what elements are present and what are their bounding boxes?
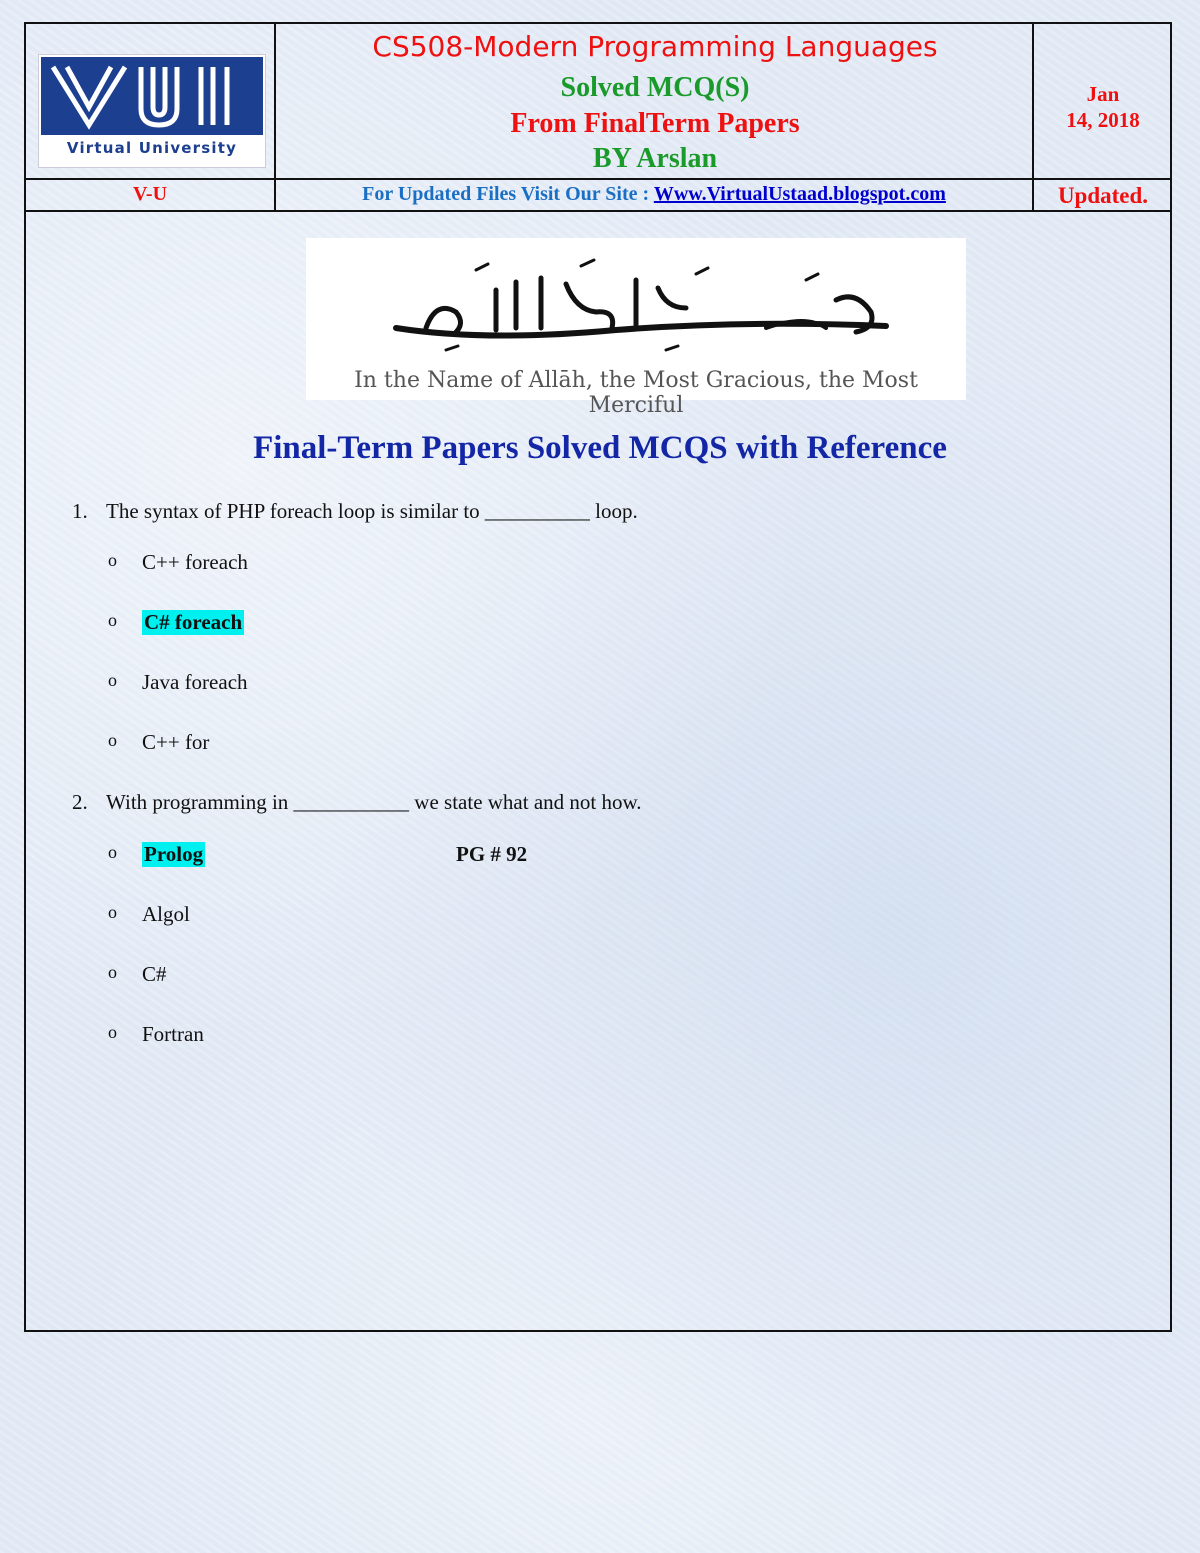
option-text: Java foreach <box>142 670 248 694</box>
question-number: 2. <box>72 790 88 814</box>
bullet-icon: o <box>108 610 117 630</box>
bullet-icon: o <box>108 1022 117 1042</box>
option-text-answer: C# foreach <box>144 610 243 634</box>
vu-cell <box>26 180 276 212</box>
bullet-icon: o <box>108 902 117 922</box>
main-heading: Final-Term Papers Solved MCQS with Reference <box>253 430 947 466</box>
vu-label: V-U <box>132 183 168 205</box>
bullet-icon: o <box>108 550 117 570</box>
course-title: CS508-Modern Programming Languages <box>372 30 938 63</box>
option-text-answer: Prolog <box>144 842 204 866</box>
title-cell <box>276 24 1034 180</box>
question-text: The syntax of PHP foreach loop is similar to __________ loop. <box>106 499 638 523</box>
subtitle: Solved MCQ(S) <box>560 72 750 103</box>
header-table <box>26 24 1172 212</box>
option-text: Algol <box>142 902 190 926</box>
updated-label: Updated. <box>1057 183 1149 208</box>
vu-logo <box>38 54 266 168</box>
date-month: Jan <box>1086 82 1120 106</box>
date-day-year: 14, 2018 <box>1066 108 1140 132</box>
page-reference: PG # 92 <box>456 842 528 866</box>
site-prefix: For Updated Files Visit Our Site : <box>362 183 650 205</box>
option-text: C++ foreach <box>142 550 248 574</box>
bullet-icon: o <box>108 962 117 982</box>
logo-cell <box>26 24 276 180</box>
bullet-icon: o <box>108 730 117 750</box>
bismillah-caption: In the Name of Allāh, the Most Gracious, the Most Merciful <box>354 368 918 418</box>
bullet-icon: o <box>108 842 117 862</box>
question-number: 1. <box>72 499 88 523</box>
bullet-icon: o <box>108 670 117 690</box>
source-line: From FinalTerm Papers <box>510 108 800 139</box>
site-link[interactable]: Www.VirtualUstaad.blogspot.com <box>653 183 946 205</box>
site-line <box>276 183 1032 206</box>
author-line: BY Arslan <box>592 143 718 174</box>
updated-cell <box>1034 180 1172 212</box>
option-text: C# <box>142 962 167 986</box>
bismillah-calligraphy <box>366 250 906 360</box>
logo-text: Virtual University <box>66 139 238 157</box>
option-text: Fortran <box>142 1022 204 1046</box>
site-cell <box>276 180 1034 212</box>
option-text: C++ for <box>142 730 210 754</box>
bismillah-banner <box>306 238 966 418</box>
date-cell <box>1034 24 1172 180</box>
vu-logo-mark <box>41 57 263 135</box>
question-text: With programming in ___________ we state what and not how. <box>106 790 642 814</box>
